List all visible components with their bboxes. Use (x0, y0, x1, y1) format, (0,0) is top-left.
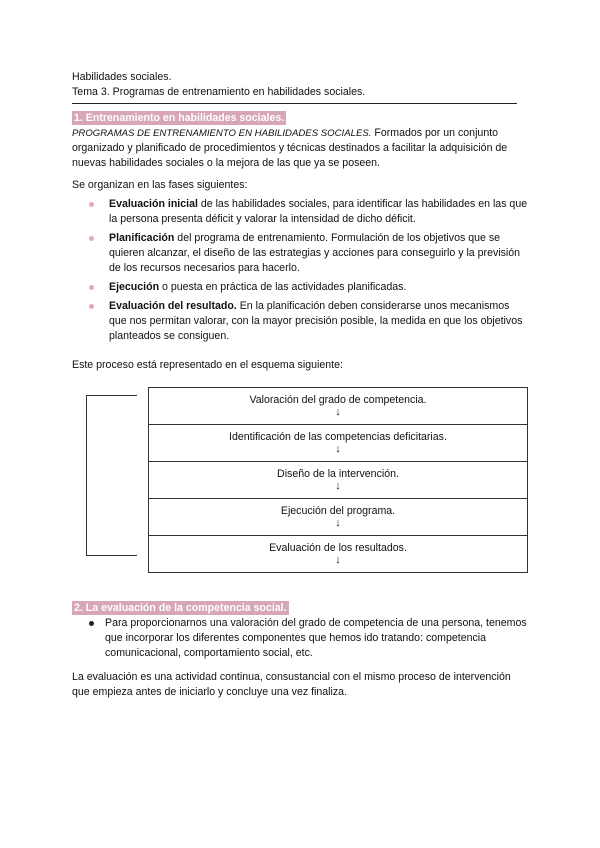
phase-text: de las habilidades sociales, para identificar las habilidades en las que la persona presenta déficit y valorar la intensidad de dicho déficit. (109, 198, 528, 225)
document-header (72, 70, 528, 100)
process-step (149, 536, 527, 572)
section-2 (72, 601, 528, 700)
down-arrow-icon: ↓ (335, 480, 341, 492)
phase-item (72, 197, 528, 227)
process-step (149, 499, 527, 536)
phase-term: Ejecución (109, 281, 160, 293)
section-2-list (72, 616, 528, 661)
list-item: Para proporcionarnos una valoración del grado de competencia de una persona, tenemos que incorporar los diferentes componentes que hemos ido tratando: competencia comunicacional, comportamiento social, etc. (72, 616, 528, 661)
phase-item (72, 299, 528, 344)
down-arrow-icon: ↓ (335, 443, 341, 455)
phase-term: Evaluación del resultado. (109, 300, 237, 312)
phase-term: Planificación (109, 232, 175, 244)
phase-text: o puesta en práctica de las actividades planificadas. (159, 281, 407, 293)
phase-text: del programa de entrenamiento. Formulación de los objetivos que se quieren alcanzar, el diseño de las estrategias y acciones para conseguirlo y la previsión de los recursos necesarios para hacerlo. (109, 232, 521, 274)
process-steps-table (148, 387, 528, 573)
step-label: Evaluación de los resultados. (269, 542, 407, 554)
definition-term: PROGRAMAS DE ENTRENAMIENTO EN HABILIDADES SOCIALES. (72, 128, 372, 139)
step-label: Diseño de la intervención. (277, 468, 399, 480)
down-arrow-icon: ↓ (335, 517, 341, 529)
phase-text: En la planificación deben considerarse unos mecanismos que nos permitan valorar, con la mayor precisión posible, la medida en que los objetivos planteados se consiguen. (109, 300, 523, 342)
section-2-title: 2. La evaluación de la competencia social. (74, 602, 287, 614)
down-arrow-icon: ↓ (335, 554, 341, 566)
step-label: Valoración del grado de competencia. (249, 394, 427, 406)
definition-paragraph (72, 126, 528, 171)
process-step (149, 388, 527, 425)
down-arrow-icon: ↓ (335, 406, 341, 418)
process-step (149, 425, 527, 462)
header-divider (72, 103, 517, 104)
closing-paragraph: La evaluación es una actividad continua, consustancial con el mismo proceso de intervención que empieza antes de iniciarlo y concluye una vez finaliza. (72, 671, 511, 698)
phase-item (72, 231, 528, 276)
phase-term: Evaluación inicial (109, 198, 198, 210)
header-subject: Habilidades sociales. (72, 71, 172, 83)
phases-list (72, 197, 528, 344)
section-1 (72, 111, 528, 373)
phases-intro: Se organizan en las fases siguientes: (72, 179, 248, 191)
process-diagram (86, 387, 528, 577)
section-1-title: 1. Entrenamiento en habilidades sociales. (74, 112, 285, 124)
document-page (72, 70, 528, 373)
header-topic: Tema 3. Programas de entrenamiento en habilidades sociales. (72, 86, 366, 98)
process-intro: Este proceso está representado en el esquema siguiente: (72, 359, 343, 371)
phase-item (72, 280, 528, 295)
feedback-loop-bracket (86, 395, 137, 556)
step-label: Ejecución del programa. (280, 505, 396, 517)
definition-text: Formados por un conjunto organizado y planificado de procedimientos y técnicas destinados a facilitar la adquisición de nuevas habilidades sociales o la mejora de las que ya se poseen. (72, 127, 508, 169)
step-label: Identificación de las competencias deficitarias. (229, 431, 447, 443)
process-step (149, 462, 527, 499)
